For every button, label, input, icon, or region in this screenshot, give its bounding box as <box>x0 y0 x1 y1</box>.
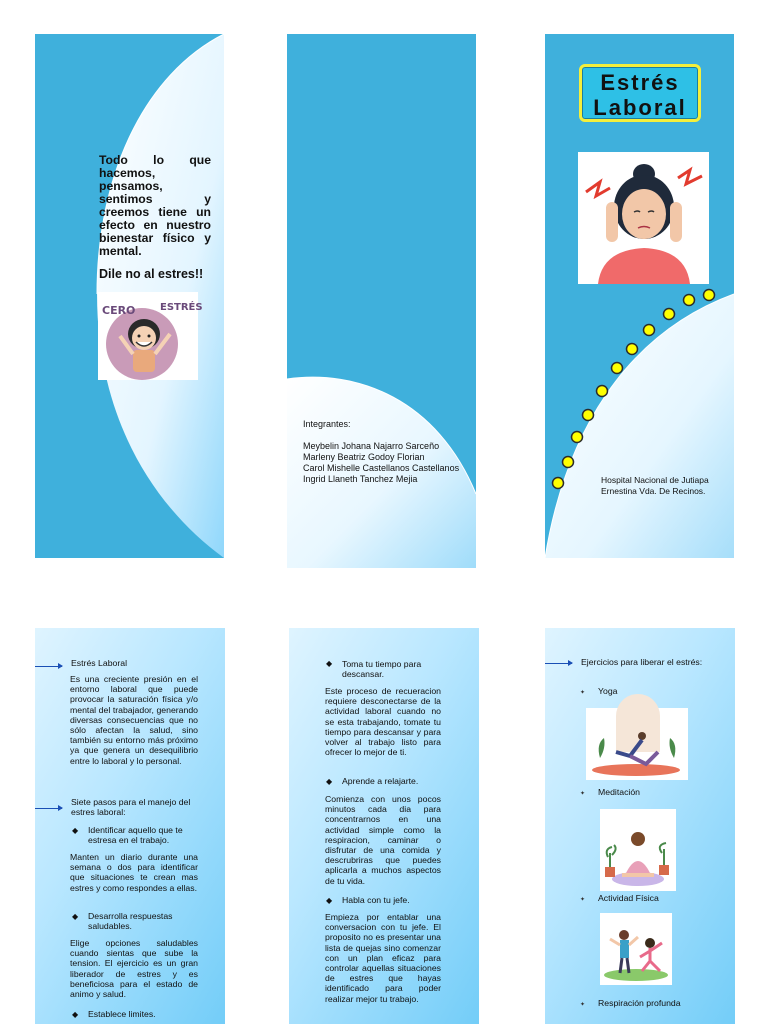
step-text: Comienza con unos pocos minutos cada dia para concentrarnos en una actividad simple como la respiracion, caminar o disfrutar de una comida y descrubriras que puedes aplicarla a muchos aspectos de tu vida. <box>325 794 441 886</box>
bullet-icon: ◆ <box>326 777 333 786</box>
step-text: Este proceso de recueracion requiere desconectarse de la actividad laboral cuando no se esta trabajando, tomate tu tiempo para descansar y para volver al trabajo listo para ofrecer lo mejor de ti. <box>325 686 441 758</box>
bullet-icon: ◆ <box>326 896 333 905</box>
exercise-item: Actividad Física <box>598 893 659 903</box>
cover-quote: Todo lo que hacemos, pensamos, sentimos y creemos tiene un efecto en nuestro bienestar físico y mental. <box>99 153 211 258</box>
cover-slogan: Dile no al estres!! <box>99 267 204 281</box>
star-bullet-icon: ✦ <box>580 791 586 797</box>
bullet-icon: ◆ <box>326 659 333 668</box>
step-title: Toma tu tiempo para descansar. <box>342 659 422 680</box>
inside-left-panel <box>35 628 225 1024</box>
member-name: Marleny Beatriz Godoy Florian <box>303 452 425 462</box>
title-line-2: Laboral <box>593 95 687 120</box>
exercise-item: Respiración profunda <box>598 998 681 1008</box>
inside-middle-panel <box>289 628 479 1024</box>
step-text: Manten un diario durante una semana o dos para identificar que situaciones te crean mas estres y como respondes a ellas. <box>70 852 198 893</box>
heading-arrow-icon <box>35 808 62 809</box>
meditation-illustration <box>600 809 676 891</box>
bullet-icon: ◆ <box>72 1010 79 1019</box>
member-name: Meybelin Johana Najarro Sarceño <box>303 441 440 451</box>
title-panel <box>545 34 734 558</box>
hospital-info <box>601 475 709 496</box>
step-text: Empieza por entablar una conversacion con tu jefe. El proposito no es presentar una lista de quejas sino comenzar con un plan eficaz para controlar aquellas situaciones de estres que hayas identificado para poder realizar mejor tu trabajo. <box>325 912 441 1004</box>
steps-heading: Siete pasos para el manejo del estres laboral: <box>71 797 191 818</box>
inside-right-panel <box>545 628 735 1024</box>
step-text: Elige opciones saludables cuando sientas que sube la tension. El ejercicio es un gran liberador de estres y es beneficiosa para el estado de animo y salud. <box>70 938 198 1000</box>
step-title: Habla con tu jefe. <box>342 895 410 905</box>
exercise-item: Meditación <box>598 787 641 797</box>
illustration-label-right: ESTRÉS <box>160 302 203 313</box>
step-title: Desarrolla respuestas saludables. <box>88 911 173 932</box>
step-title: Aprende a relajarte. <box>342 776 419 786</box>
heading-arrow-icon <box>545 663 572 664</box>
members-list <box>303 419 468 485</box>
illustration-label-left: CERO <box>102 304 136 317</box>
heading-arrow-icon <box>35 666 62 667</box>
member-name: Ingrid Llaneth Tanchez Mejia <box>303 474 418 484</box>
hospital-name: Hospital Nacional de Jutiapa <box>601 475 709 485</box>
bullet-icon: ◆ <box>72 826 79 835</box>
panel-background <box>287 34 476 568</box>
star-bullet-icon: ✦ <box>580 897 586 903</box>
brochure-title <box>579 64 701 122</box>
members-panel <box>287 34 476 568</box>
members-header: Integrantes: <box>303 419 351 429</box>
star-bullet-icon: ✦ <box>580 690 586 696</box>
section-heading: Estrés Laboral <box>71 658 128 668</box>
exercises-heading: Ejercicios para liberar el estrés: <box>581 657 703 667</box>
step-title: Identificar aquello que te estresa en el trabajo. <box>88 825 183 846</box>
cover-left-panel <box>35 34 224 558</box>
cero-estres-illustration <box>98 292 203 380</box>
member-name: Carol Mishelle Castellanos Castellanos <box>303 463 460 473</box>
exercise-item: Yoga <box>598 686 618 696</box>
bullet-icon: ◆ <box>72 912 79 921</box>
step-title: Establece limites. <box>88 1009 156 1019</box>
hospital-subtitle: Ernestina Vda. De Recinos. <box>601 485 706 496</box>
yoga-illustration <box>586 708 688 780</box>
physical-activity-illustration <box>600 913 672 985</box>
stress-definition: Es una creciente presión en el entorno laboral que puede provocar la saturación física y/o mental del trabajador, generando diversas consecuencias que no sólo afectan la salud, sino también su entorno más próximo ya que genera un desequilibrio entre lo laboral y lo personal. <box>70 674 198 766</box>
star-bullet-icon: ✦ <box>580 1002 586 1008</box>
title-line-1: Estrés <box>600 70 680 95</box>
stressed-woman-illustration <box>578 152 709 284</box>
